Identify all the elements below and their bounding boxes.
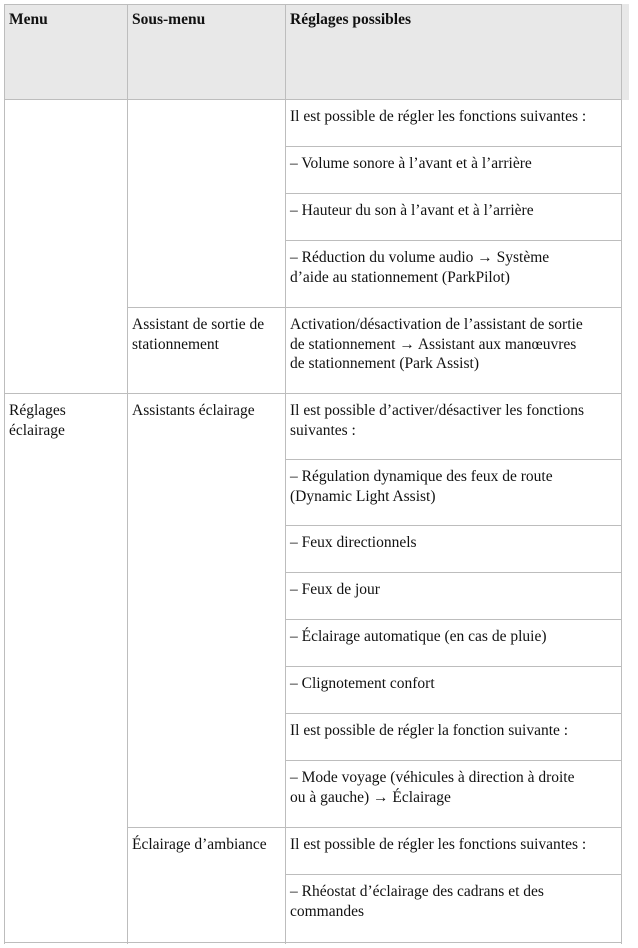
row-divider <box>285 619 622 620</box>
header-bottom-line <box>4 99 622 100</box>
settings-table <box>4 4 629 944</box>
header-menu: Menu <box>9 11 48 28</box>
setting-cell: Il est possible de régler les fonctions suivantes : <box>290 108 587 125</box>
setting-cell: – Feux directionnels <box>290 534 417 551</box>
header-submenu: Sous-menu <box>132 11 206 28</box>
submenu-cell: Assistant de sortie de stationnement <box>132 316 265 353</box>
setting-cell: Il est possible d’activer/désactiver les fonctions suivantes : <box>290 402 584 439</box>
header-settings: Réglages possibles <box>290 11 411 28</box>
submenu-cell: Assistants éclairage <box>132 402 255 419</box>
table-border-right <box>621 4 622 944</box>
table-border-top <box>4 4 622 5</box>
setting-cell: – Régulation dynamique des feux de route (Dynamic Light Assist) <box>290 468 553 505</box>
row-divider <box>285 240 622 241</box>
row-divider <box>4 393 622 394</box>
setting-cell: – Feux de jour <box>290 581 380 598</box>
setting-cell: – Hauteur du son à l’avant et à l’arrière <box>290 202 534 219</box>
row-divider <box>285 874 622 875</box>
setting-cell: – Volume sonore à l’avant et à l’arrière <box>290 155 532 172</box>
setting-cell: – Réduction du volume audio → Système d’aide au stationnement (ParkPilot) <box>290 249 550 286</box>
row-divider <box>127 827 622 828</box>
setting-cell: – Mode voyage (véhicules à direction à droite ou à gauche) → Éclairage <box>290 769 575 806</box>
setting-cell: Il est possible de régler la fonction suivante : <box>290 722 569 739</box>
column-divider-1 <box>127 4 128 944</box>
row-divider <box>127 307 622 308</box>
row-divider <box>285 525 622 526</box>
row-divider <box>285 666 622 667</box>
row-divider <box>285 760 622 761</box>
row-divider <box>285 572 622 573</box>
setting-cell: Il est possible de régler les fonctions suivantes : <box>290 836 587 853</box>
row-divider <box>285 713 622 714</box>
table-border-bottom <box>4 942 622 943</box>
table-border-left <box>4 4 5 944</box>
submenu-cell: Éclairage d’ambiance <box>132 836 267 853</box>
row-divider <box>285 193 622 194</box>
row-divider <box>285 459 622 460</box>
setting-cell: Activation/désactivation de l’assistant de sortie de stationnement → Assistant aux manœuvres de stationnement (Park Assist) <box>290 316 583 372</box>
column-divider-2 <box>285 4 286 944</box>
setting-cell: – Éclairage automatique (en cas de pluie) <box>290 628 547 645</box>
setting-cell: – Rhéostat d’éclairage des cadrans et des commandes <box>290 883 544 920</box>
setting-cell: – Clignotement confort <box>290 675 435 692</box>
row-divider <box>285 146 622 147</box>
menu-cell: Réglages éclairage <box>9 402 66 439</box>
